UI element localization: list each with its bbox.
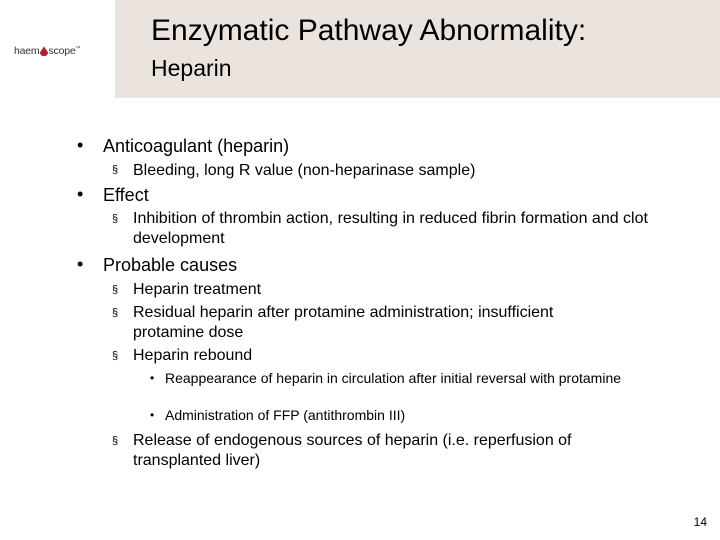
sub-bullet-marker: §	[112, 213, 119, 225]
sub-bullet-marker: §	[112, 284, 119, 296]
bullet-anticoagulant: Anticoagulant (heparin)	[103, 136, 290, 156]
sub-sub-bullet-marker: •	[150, 408, 155, 422]
sub-bullet-marker: §	[112, 164, 119, 176]
bullet-marker: •	[77, 254, 84, 274]
sub-sub-bullet-reappearance: Reappearance of heparin in circulation after initial reversal with protamine	[165, 370, 622, 386]
sub-bullet-inhibition: Inhibition of thrombin action, resulting in reduced fibrin formation and clot development	[133, 210, 648, 247]
logo-text-post: scope	[48, 45, 76, 57]
bullet-marker: •	[77, 135, 84, 155]
sub-bullet-heparin-rebound: Heparin rebound	[133, 347, 253, 364]
bullet-probable-causes: Probable causes	[103, 255, 238, 275]
sub-sub-bullet-ffp: Administration of FFP (antithrombin III)	[165, 407, 406, 423]
bullet-marker: •	[77, 184, 84, 204]
slide-title: Enzymatic Pathway Abnormality:	[151, 14, 587, 47]
sub-bullet-release: Release of endogenous sources of heparin (i.e. reperfusion of transplanted liver)	[133, 432, 572, 469]
sub-bullet-marker: §	[112, 350, 119, 362]
sub-bullet-bleeding: Bleeding, long R value (non-heparinase sample)	[133, 162, 476, 179]
sub-sub-bullet-marker: •	[150, 371, 155, 385]
sub-bullet-residual-heparin: Residual heparin after protamine administration; insufficient protamine dose	[133, 304, 554, 341]
logo-trademark: ™	[75, 45, 81, 52]
logo-text-pre: haem	[14, 45, 40, 57]
sub-bullet-marker: §	[112, 435, 119, 447]
sub-bullet-heparin-treatment: Heparin treatment	[133, 281, 262, 298]
sub-bullet-marker: §	[112, 307, 119, 319]
bullet-effect: Effect	[103, 185, 149, 205]
page-number: 14	[693, 515, 707, 529]
slide-subtitle: Heparin	[151, 55, 232, 81]
